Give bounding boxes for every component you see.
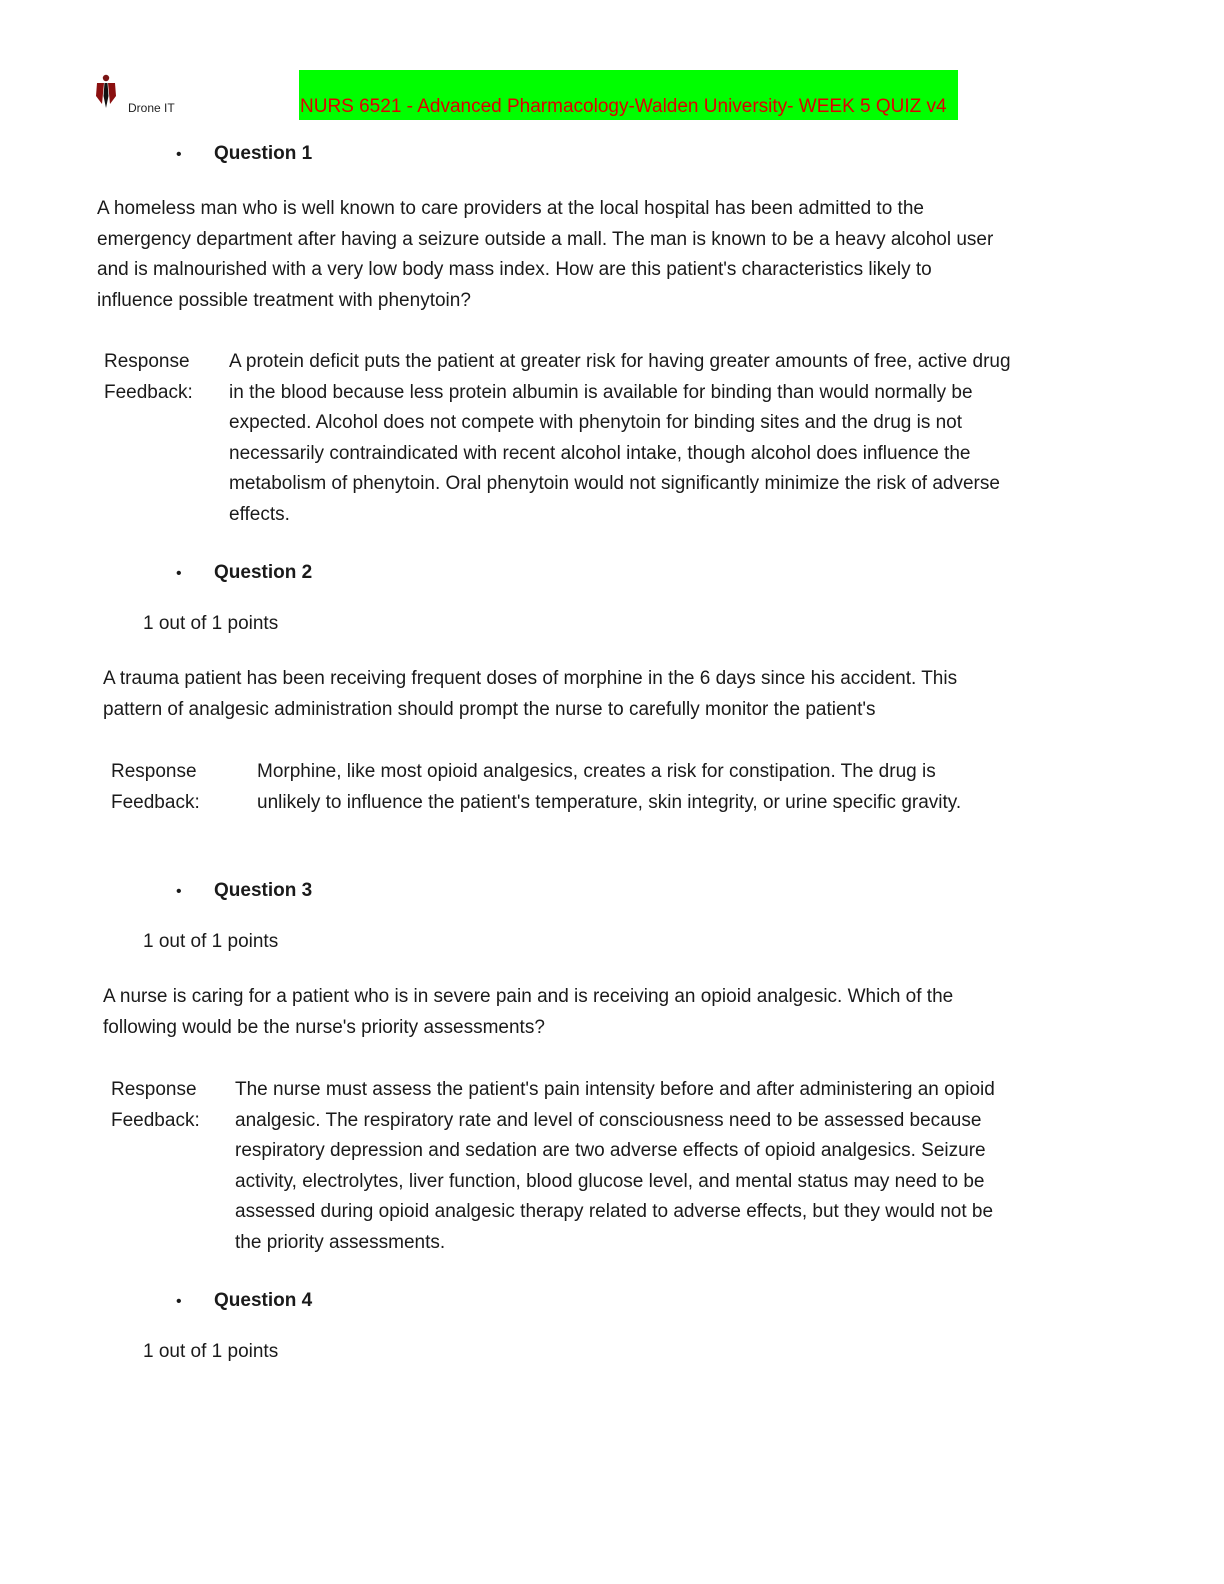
bullet: • (176, 1293, 182, 1310)
question-2-heading (176, 561, 312, 586)
question-3-heading (176, 879, 312, 904)
question-1-feedback-label: Response Feedback: (104, 351, 193, 403)
question-2-feedback-label: Response Feedback: (111, 761, 200, 813)
question-1-heading (176, 142, 312, 167)
question-1-title: Question 1 (214, 143, 313, 164)
question-3-text: A nurse is caring for a patient who is in severe pain and is receiving an opioid analgesic. Which of the following would be the nurse's priority assessments? (103, 986, 954, 1038)
document-title: NURS 6521 - Advanced Pharmacology-Walden University- WEEK 5 QUIZ v4 (299, 70, 958, 120)
question-4-title: Question 4 (214, 1290, 313, 1311)
bullet: • (176, 146, 182, 163)
bullet: • (176, 883, 182, 900)
bullet: • (176, 565, 182, 582)
question-2-points: 1 out of 1 points (143, 613, 279, 634)
question-3-feedback: The nurse must assess the patient's pain intensity before and after administering an opioid analgesic. The respiratory rate and level of consciousness need to be assessed because respiratory depression and sedation are two adverse effects of opioid analgesics. Seizure activity, electrolytes, liver function, blood glucose level, and mental status may need to be assessed during opioid analgesic therapy related to adverse effects, but they would not be the priority assessments. (235, 1079, 995, 1253)
question-4-points: 1 out of 1 points (143, 1341, 279, 1362)
question-2-feedback: Morphine, like most opioid analgesics, creates a risk for constipation. The drug is unlikely to influence the patient's temperature, skin integrity, or urine specific gravity. (257, 761, 962, 813)
question-1-text: A homeless man who is well known to care providers at the local hospital has been admitted to the emergency department after having a seizure outside a mall. The man is known to be a heavy alcohol user and is malnourished with a very low body mass index. How are this patient's characteristics likely to influence possible treatment with phenytoin? (97, 198, 994, 311)
question-2-text: A trauma patient has been receiving frequent doses of morphine in the 6 days since his accident. This pattern of analgesic administration should prompt the nurse to carefully monitor the patient's (103, 668, 958, 720)
brand-name: Drone IT (128, 101, 175, 115)
question-3-title: Question 3 (214, 880, 313, 901)
question-1-feedback: A protein deficit puts the patient at greater risk for having greater amounts of free, active drug in the blood because less protein albumin is available for binding than would normally be expected. Alcohol does not compete with phenytoin for binding sites and the drug is not necessarily contraindicated with recent alcohol intake, though alcohol does influence the metabolism of phenytoin. Oral phenytoin would not significantly minimize the risk of adverse effects. (229, 351, 1011, 525)
logo-icon (93, 74, 119, 110)
question-3-feedback-label: Response Feedback: (111, 1079, 200, 1131)
question-3-points: 1 out of 1 points (143, 931, 279, 952)
question-4-heading (176, 1289, 312, 1314)
question-2-title: Question 2 (214, 562, 313, 583)
